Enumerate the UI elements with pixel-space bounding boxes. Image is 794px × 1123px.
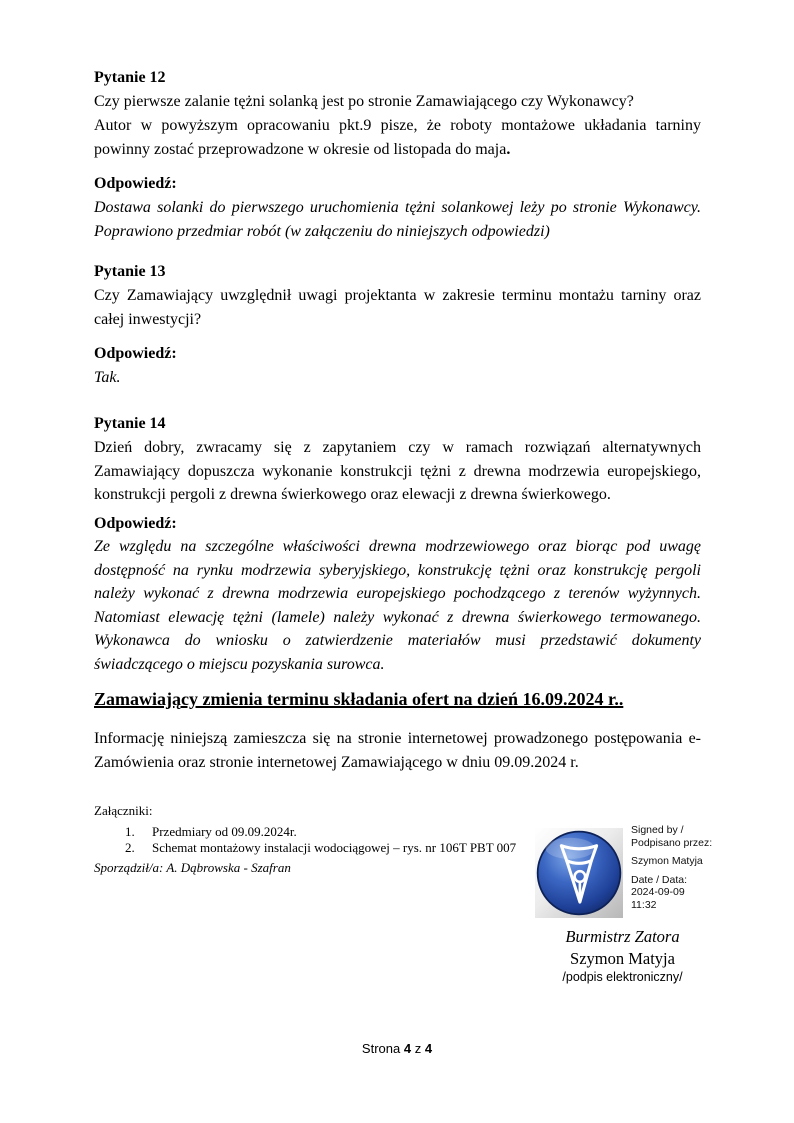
question-13-text: Czy Zamawiający uwzględnił uwagi projektanta w zakresie terminu montażu tarniny oraz całej inwestycji? bbox=[94, 287, 701, 328]
attachment-text: Przedmiary od 09.09.2024r. bbox=[152, 824, 297, 839]
answer-14-text: Ze względu na szczególne właściwości drewna modrzewiowego oraz biorąc pod uwagę dostępność na rynku modrzewia syberyjskiego, konstrukcję tężni oraz konstrukcję pergoli należy wykonać z drewna modrzewia europejskiego pochodzącego z terenów wyżynnych. Natomiast elewację tężni (lamele) należy wykonać z drewna świerkowego termowanego. Wykonawca do wniosku o zatwierdzenie materiałów musi przedstawić dokumenty świadczącego o miejscu pozyskania surowca. bbox=[94, 538, 701, 673]
answer-12-text: Dostawa solanki do pierwszego uruchomienia tężni solankowej leży po stronie Wykonawcy. Poprawiono przedmiar robót (w załączeniu do niniejszych odpowiedzi) bbox=[94, 199, 701, 240]
question-14-text: Dzień dobry, zwracamy się z zapytaniem czy w ramach rozwiązań alternatywnych Zamawiający dopuszcza wykonanie konstrukcji tężni z drewna modrzewia europejskiego, konstrukcji pergoli z drewna świerkowego oraz elewacji z drewna świerkowego. bbox=[94, 439, 701, 503]
page-footer bbox=[0, 1041, 794, 1056]
attachments-label: Załączniki: bbox=[94, 803, 153, 818]
question-13-title: Pytanie 13 bbox=[94, 263, 166, 280]
publication-note: Informację niniejszą zamieszcza się na stronie internetowej prowadzonego postępowania e-Zamówienia oraz stronie internetowej Zamawiającego w dniu 09.09.2024 r. bbox=[94, 730, 701, 771]
attachment-number: 2. bbox=[125, 839, 135, 855]
signer-title: Burmistrz Zatora bbox=[565, 927, 680, 946]
footer-separator: z bbox=[414, 1041, 422, 1056]
stamp-date-value: 2024-09-09 bbox=[631, 886, 685, 898]
signer-name: Szymon Matyja bbox=[570, 949, 675, 968]
answer-14-label: Odpowiedź: bbox=[94, 515, 177, 532]
pen-nib-seal-icon bbox=[535, 828, 623, 918]
stamp-signer-name: Szymon Matyja bbox=[631, 855, 703, 867]
signer-block bbox=[535, 926, 710, 985]
question-12-body bbox=[94, 114, 701, 161]
prepared-by-note: Sporządził/a: A. Dąbrowska - Szafran bbox=[94, 860, 291, 875]
footer-label: Strona bbox=[361, 1041, 401, 1056]
stamp-date-label: Date / Data: bbox=[631, 873, 688, 886]
attachment-number: 1. bbox=[125, 824, 135, 839]
attachment-text: Schemat montażowy instalacji wodociągowej – rys. nr 106T PBT 007 bbox=[152, 839, 517, 855]
deadline-change-heading: Zamawiający zmienia terminu składania ofert na dzień 16.09.2024 r.. bbox=[94, 689, 624, 709]
question-12-title: Pytanie 12 bbox=[94, 69, 166, 86]
answer-13-text: Tak. bbox=[94, 369, 121, 386]
signature-stamp bbox=[535, 828, 623, 918]
answer-13-label: Odpowiedź: bbox=[94, 345, 177, 362]
answer-12-label: Odpowiedź: bbox=[94, 175, 177, 192]
question-12-intro: Czy pierwsze zalanie tężni solanką jest po stronie Zamawiającego czy Wykonawcy? bbox=[94, 93, 634, 110]
signature-stamp-text bbox=[631, 824, 771, 911]
question-14-title: Pytanie 14 bbox=[94, 415, 166, 432]
stamp-time-value: 11:32 bbox=[631, 898, 657, 911]
stamp-signed-by-line1: Signed by / bbox=[631, 824, 684, 836]
signature-type-note: /podpis elektroniczny/ bbox=[562, 970, 683, 984]
footer-page-number: 4 bbox=[403, 1041, 412, 1056]
footer-total-pages: 4 bbox=[424, 1041, 433, 1056]
stamp-signed-by-line2: Podpisano przez: bbox=[631, 836, 713, 849]
question-12-body-text: Autor w powyższym opracowaniu pkt.9 pisze, że roboty montażowe układania tarniny powinny zostać przeprowadzone w okresie od listopada do maja bbox=[94, 117, 701, 158]
question-12-bold-period: . bbox=[506, 140, 511, 158]
